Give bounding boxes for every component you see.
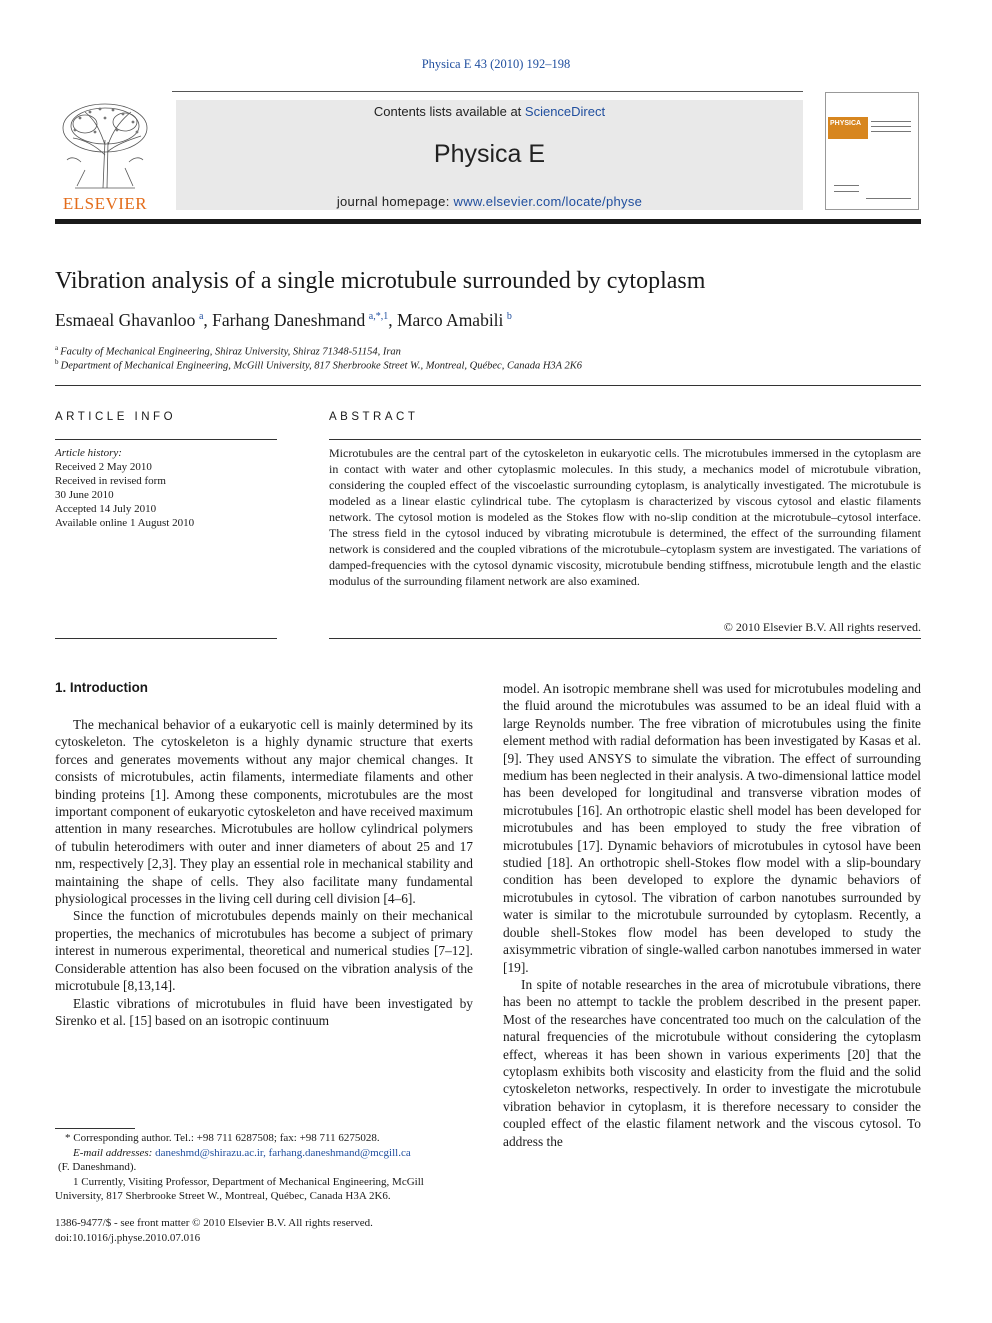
abstract-text: Microtubules are the central part of the cytoskeleton in eukaryotic cells. The microtubules immersed in the cytoplasm are in contact with water and other cytoplasmic molecules. In this study, a mechanics model of microtubule vibration, considering the coupled effect of the viscoelastic surrounding cytoplasm, is analytically investigated. The microtubule is modeled as a linear elastic cylindrical tube. The cytoplasm is characterized by viscous cytosol and elastic filaments network. The cytosol motion is modeled as the Stokes flow with no-slip condition at the microtubule–cytosol interface. The stress field in the cytosol induced by vibrating microtubule is determined, the effect of the surrounding filament network is considered and the coupled vibrations of the microtubule–cytoplasm system are investigated. The variations of damped-frequencies with the cytosol dynamic viscosity, microtubule bending stiffness, microtubule length and the elastic modulus of the surrounding filament network are also examined. bbox=[329, 446, 921, 588]
cover-line bbox=[871, 131, 911, 132]
article-info-heading: ARTICLE INFO bbox=[55, 411, 177, 423]
article-title: Vibration analysis of a single microtubule surrounded by cytoplasm bbox=[55, 268, 706, 294]
contents-prefix: Contents lists available at bbox=[373, 104, 525, 119]
body-paragraph: The mechanical behavior of a eukaryotic cell is mainly determined by its cytoskeleton. The cytoskeleton is a highly dynamic structure that exerts forces and generates movements without any major chemical changes. It consists of microtubules, actin filaments, intermediate filaments and other binding proteins [1]. Among these components, microtubules are the most important component of eukaryotic cytoskeleton and have received maximum attention in many researches. Microtubules are hollow cylindrical polymers of tubulin heterodimers with outer and inner diameters of about 25 and 17 nm, respectively [2,3]. They play an essential role in mechanical stability and maintaining the shape of cells. They also facilitate many fundamental physiological processes in the living cell during cell division [4–6]. bbox=[55, 717, 473, 907]
author-name[interactable]: Farhang Daneshmand bbox=[212, 310, 366, 330]
divider bbox=[329, 638, 921, 639]
email-owner: (F. Daneshmand). bbox=[58, 1161, 137, 1173]
email-links[interactable]: daneshmd@shirazu.ac.ir, farhang.daneshmand@mcgill.ca bbox=[155, 1146, 411, 1159]
doi-line[interactable]: doi:10.1016/j.physe.2010.07.016 bbox=[55, 1231, 201, 1244]
author-name[interactable]: Esmaeal Ghavanloo bbox=[55, 310, 196, 330]
abstract-heading: ABSTRACT bbox=[329, 411, 419, 423]
affiliation-text: Faculty of Mechanical Engineering, Shiraz University, Shiraz 71348-51154, Iran bbox=[60, 346, 401, 358]
body-column-left bbox=[55, 716, 473, 1029]
author-affiliation-mark[interactable]: b bbox=[506, 311, 512, 323]
author-name[interactable]: Marco Amabili bbox=[396, 310, 504, 330]
affiliation bbox=[55, 358, 935, 372]
footnote-1: 1 Currently, Visiting Professor, Department of Mechanical Engineering, McGill University, 817 Sherbrooke Street W., Montreal, Québec, Canada H3A 2K6. bbox=[55, 1175, 424, 1202]
sciencedirect-link[interactable]: ScienceDirect bbox=[524, 104, 606, 119]
footnotes bbox=[55, 1131, 473, 1204]
body-column-right bbox=[503, 680, 921, 1150]
contents-line bbox=[176, 104, 803, 119]
cover-line bbox=[834, 185, 859, 186]
affiliation-mark: b bbox=[55, 358, 59, 366]
homepage-link[interactable]: www.elsevier.com/locate/physe bbox=[453, 194, 643, 209]
author-affiliation-mark[interactable]: a,*,1 bbox=[368, 311, 389, 323]
section-heading: 1. Introduction bbox=[55, 680, 148, 695]
cover-line bbox=[866, 198, 911, 199]
journal-reference[interactable]: Physica E 43 (2010) 192–198 bbox=[421, 57, 571, 71]
divider bbox=[329, 439, 921, 440]
email-label: E-mail addresses: bbox=[73, 1146, 153, 1159]
divider bbox=[55, 439, 277, 440]
homepage-prefix: journal homepage: bbox=[336, 194, 454, 209]
abstract-copyright: © 2010 Elsevier B.V. All rights reserved. bbox=[723, 620, 921, 634]
author-affiliation-mark[interactable]: a bbox=[198, 311, 204, 323]
divider bbox=[55, 638, 277, 639]
affiliation-text: Department of Mechanical Engineering, McGill University, 817 Sherbrooke Street W., Montreal, Québec, Canada H3A 2K6 bbox=[60, 360, 583, 372]
affiliation-mark: a bbox=[55, 344, 59, 352]
footnote-rule bbox=[55, 1128, 135, 1129]
divider bbox=[55, 385, 921, 386]
header-bottom-rule bbox=[55, 219, 921, 224]
corresponding-author-note: * Corresponding author. Tel.: +98 711 6287508; fax: +98 711 6275028. bbox=[65, 1132, 380, 1144]
history-item: Received 2 May 2010 bbox=[55, 461, 152, 473]
history-item: Accepted 14 July 2010 bbox=[55, 503, 157, 515]
journal-cover-thumbnail[interactable] bbox=[825, 92, 919, 210]
history-item: Received in revised form bbox=[55, 475, 166, 487]
history-label: Article history: bbox=[55, 447, 122, 459]
cover-line bbox=[871, 121, 911, 122]
front-matter bbox=[55, 1216, 475, 1245]
elsevier-tree-icon bbox=[55, 100, 155, 192]
body-paragraph: Since the function of microtubules depends mainly on their mechanical properties, the mechanics of microtubules has become a subject of primary interest in numerous experimental, theoretical and numerical studies [7–12]. Considerable attention has also been focused on the vibration analysis of the microtubule [8,13,14]. bbox=[55, 908, 473, 994]
issn-line: 1386-9477/$ - see front matter © 2010 Elsevier B.V. All rights reserved. bbox=[55, 1217, 373, 1229]
cover-line bbox=[834, 191, 859, 192]
body-paragraph: model. An isotropic membrane shell was used for microtubules modeling and the fluid around the microtubules was assumed to be an ideal fluid with a large Reynolds number. The free vibration of microtubules using the finite element method with radial deformation has been investigated by Kasas et al. [9]. They used ANSYS to simulate the vibration. The effect of surrounding medium has been neglected in their analysis. A two-dimensional lattice model has been developed for longitudinal and transverse vibration modes of microtubules [16]. An orthotropic elastic shell model has been developed for microtubules and has been employed to study the free vibration of microtubules [17]. Dynamic behaviors of microtubules in cytosol have been studied [18]. An orthotropic shell-Stokes flow model with a slip-boundary condition has been developed to explore the dynamic behaviors of microtubules in cytosol. The vibration of carbon nanotubes surrounded by water is similar to the microtubule surrounded by cytoplasm. Recently, a double shell-Stokes flow model has been developed to study the axisymmetric vibration of single-walled carbon nanotubes immersed in water [19]. bbox=[503, 681, 921, 975]
body-paragraph: In spite of notable researches in the area of microtubule vibrations, there has been no attempt to tackle the problem described in the present paper. Most of the researches have concentrated too much on the calculation of the natural frequencies of the microtubule without considering the cytoplasm effect, whereas it has been shown in various experiments [20] that the cytoplasm exhibits both viscosity and elasticity from the fluid and the solid cytoskeleton networks, respectively. In order to investigate the microtubule vibration behavior in cytoplasm, it is therefore necessary to consider the coupled effect of the elastic filament network and the viscous cytosol. To address the bbox=[503, 976, 921, 1149]
article-history bbox=[55, 446, 277, 530]
email-note bbox=[55, 1146, 473, 1161]
journal-banner bbox=[176, 100, 803, 210]
body-paragraph: Elastic vibrations of microtubules in fluid have been investigated by Sirenko et al. [15] based on an isotropic continuum bbox=[55, 995, 473, 1028]
homepage-line bbox=[176, 194, 803, 209]
elsevier-logo bbox=[55, 100, 155, 215]
history-item: 30 June 2010 bbox=[55, 489, 114, 501]
header-top-rule bbox=[172, 91, 803, 92]
cover-title: PHYSICA bbox=[830, 120, 862, 127]
journal-title: Physica E bbox=[433, 140, 546, 168]
affiliation bbox=[55, 344, 935, 358]
author-list: Esmaeal Ghavanloo $^a$, Farhang Daneshmand $^{a,*,1}$, Marco Amabili $^b$ bbox=[55, 310, 512, 330]
elsevier-wordmark: ELSEVIER bbox=[62, 194, 148, 213]
cover-line bbox=[871, 126, 911, 127]
history-item: Available online 1 August 2010 bbox=[55, 517, 195, 529]
